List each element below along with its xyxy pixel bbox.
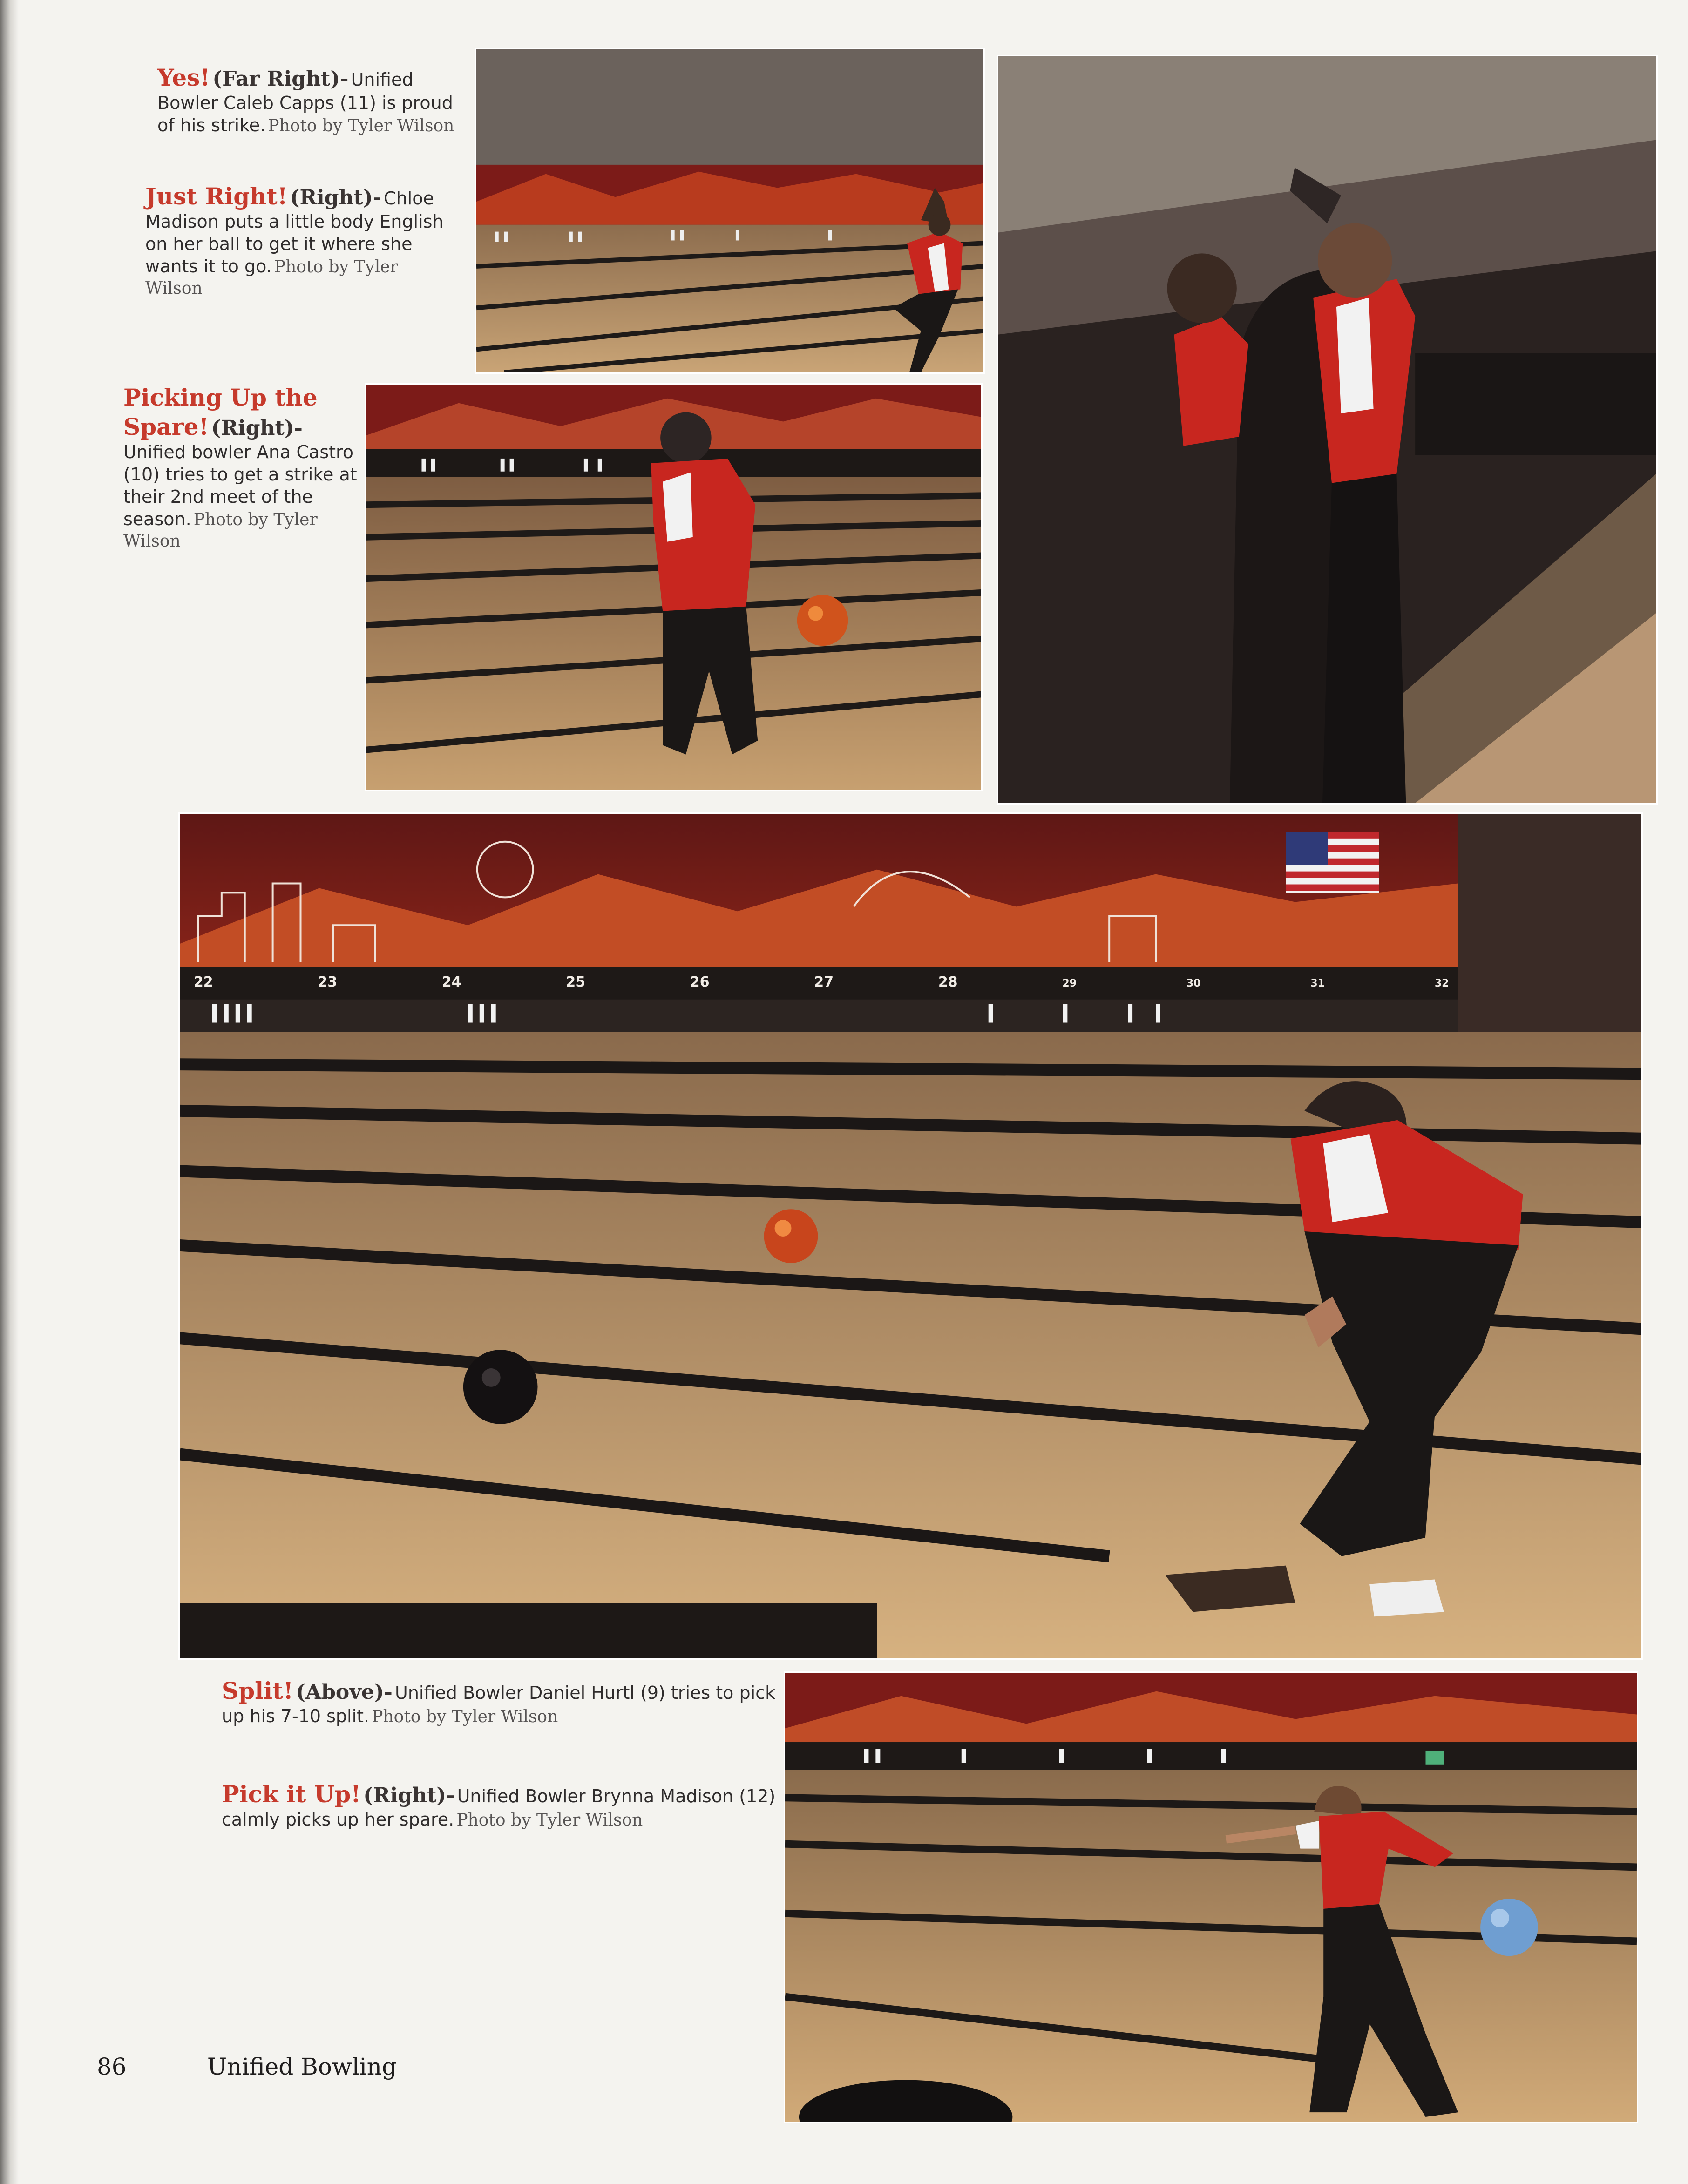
caption-yes <box>157 63 465 137</box>
photo-picking-up-the-spare-ana-castro <box>365 383 983 791</box>
lane-number-label: 22 <box>193 974 213 990</box>
caption-body: Chloe Madison puts a little body English on her ball to get it where she wants it to go. <box>145 188 444 277</box>
caption-headline: Pick it Up! <box>222 1780 361 1808</box>
photo-credit: Photo by Tyler Wilson <box>145 257 398 298</box>
caption-direction: (Far Right)- <box>212 67 349 91</box>
lane-number-label: 23 <box>318 974 338 990</box>
page-number: 86 <box>97 2053 127 2080</box>
photo-just-right-chloe-madison <box>475 48 985 374</box>
caption-direction: (Right)- <box>290 186 381 210</box>
caption-headline: Picking Up the Spare! <box>123 384 318 440</box>
caption-pick-it-up <box>222 1779 776 1831</box>
photo-yes-caleb-capps <box>997 55 1658 805</box>
caption-picking-up-the-spare <box>123 383 361 552</box>
photo-split-daniel-hurtl <box>178 812 1643 1660</box>
lane-number-label: 27 <box>814 974 834 990</box>
caption-just-right <box>145 182 453 299</box>
caption-headline: Yes! <box>157 64 210 91</box>
caption-body: Unified bowler Ana Castro (10) tries to get a strike at their 2nd meet of the season. <box>123 442 357 529</box>
caption-body: Unified Bowler Caleb Capps (11) is proud of his strike. <box>157 69 453 135</box>
lane-number-label: 32 <box>1434 977 1449 989</box>
caption-headline: Just Right! <box>145 183 288 210</box>
caption-split <box>222 1676 776 1728</box>
photo-credit: Photo by Tyler Wilson <box>372 1707 558 1726</box>
lane-number-label: 24 <box>441 974 461 990</box>
lane-number-label: 25 <box>566 974 586 990</box>
photo-credit: Photo by Tyler Wilson <box>268 116 454 135</box>
lane-number-label: 29 <box>1062 977 1077 989</box>
caption-body: Unified Bowler Brynna Madison (12) calmly picks up her spare. <box>222 1786 776 1830</box>
caption-headline: Split! <box>222 1677 294 1704</box>
lane-number-label: 31 <box>1310 977 1325 989</box>
caption-body: Unified Bowler Daniel Hurtl (9) tries to pick up his 7-10 split. <box>222 1683 776 1726</box>
photo-credit: Photo by Tyler Wilson <box>123 510 318 551</box>
lane-number-label: 26 <box>690 974 710 990</box>
lane-number-label: 28 <box>938 974 958 990</box>
page-binding-shadow <box>0 0 19 2184</box>
section-title: Unified Bowling <box>207 2053 397 2080</box>
caption-direction: (Right)- <box>211 416 303 440</box>
caption-direction: (Above)- <box>296 1680 393 1704</box>
photo-pick-it-up-brynna-madison <box>784 1671 1638 2123</box>
photo-credit: Photo by Tyler Wilson <box>456 1811 643 1830</box>
lane-number-label: 30 <box>1186 977 1201 989</box>
caption-direction: (Right)- <box>363 1784 455 1807</box>
